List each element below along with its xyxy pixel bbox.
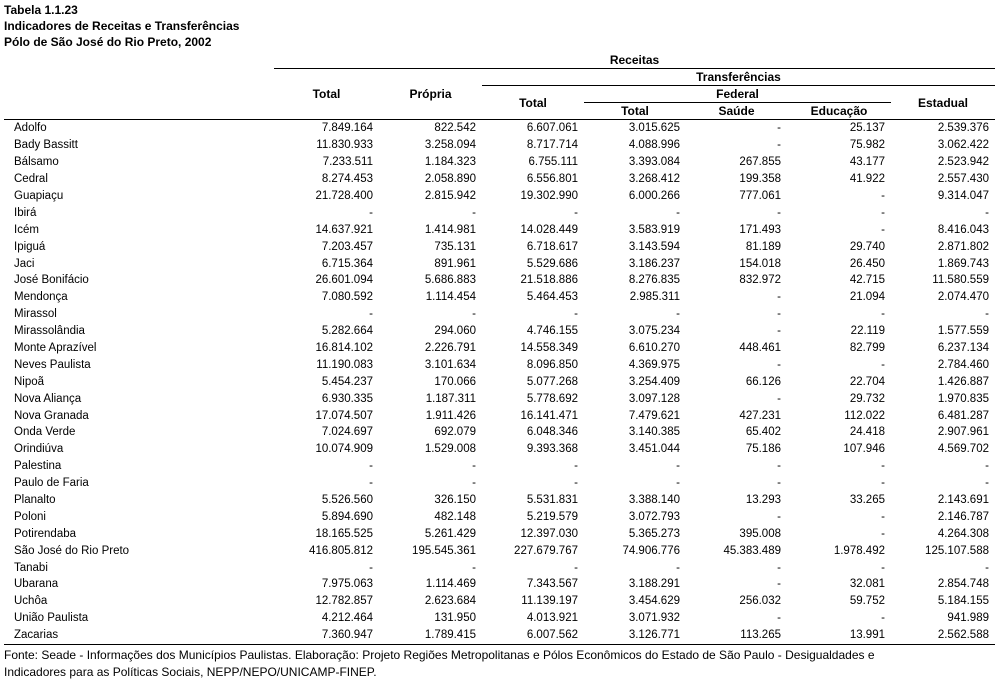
value-cell-educacao: -	[881, 190, 885, 202]
value-cell-saude: 832.972	[739, 274, 781, 287]
value-cell-fed-total: 5.365.273	[628, 527, 680, 540]
value-cell-transf-total: 5.529.686	[526, 257, 578, 270]
table-body	[4, 120, 995, 645]
value-cell-estadual: 11.580.559	[932, 274, 989, 287]
value-cell-estadual: -	[985, 206, 989, 219]
table-row	[4, 441, 995, 458]
value-cell-fed-total: 3.186.237	[628, 257, 680, 270]
municipality-cell: Palestina	[14, 460, 62, 473]
table-row	[4, 289, 995, 306]
value-cell-propria: 195.545.361	[412, 544, 476, 557]
table-row	[4, 373, 995, 390]
value-cell-propria: 891.961	[434, 257, 476, 270]
value-cell-estadual: 1.426.887	[937, 375, 989, 388]
value-cell-fed-total: 3.072.793	[628, 510, 680, 523]
value-cell-propria: -	[472, 477, 476, 490]
value-cell-saude: 81.189	[745, 240, 781, 253]
value-cell-transf-total: 6.607.061	[526, 122, 578, 135]
header-federal-total: Total	[621, 104, 649, 118]
table-row	[4, 272, 995, 289]
value-cell-fed-total: 3.097.128	[628, 392, 680, 405]
value-cell-propria: 692.079	[434, 426, 476, 439]
table-number: Tabela 1.1.23	[4, 3, 78, 17]
value-cell-educacao: 107.946	[843, 443, 885, 456]
value-cell-propria: -	[472, 206, 476, 219]
value-cell-transf-total: 14.028.449	[520, 223, 578, 236]
table-row	[4, 356, 995, 373]
value-cell-total: 10.074.909	[315, 443, 373, 456]
value-cell-estadual: 1.970.835	[937, 392, 989, 405]
municipality-cell: Icém	[14, 223, 39, 236]
value-cell-transf-total: 6.007.562	[526, 629, 578, 642]
value-cell-transf-total: 16.141.471	[520, 409, 578, 422]
value-cell-educacao: 82.799	[849, 342, 885, 355]
value-cell-saude: -	[777, 206, 781, 219]
value-cell-estadual: 2.074.470	[937, 291, 989, 304]
value-cell-transf-total: 14.558.349	[520, 342, 578, 355]
table-row	[4, 508, 995, 525]
value-cell-propria: 2.815.942	[424, 190, 476, 202]
value-cell-saude: 75.186	[745, 443, 781, 456]
municipality-cell: Poloni	[14, 510, 46, 523]
value-cell-estadual: 5.184.155	[937, 595, 989, 608]
value-cell-educacao: -	[881, 477, 885, 490]
value-cell-estadual: 2.146.787	[937, 510, 989, 523]
table-row	[4, 475, 995, 492]
value-cell-educacao: 75.982	[849, 139, 885, 152]
value-cell-educacao: -	[881, 223, 885, 236]
table-row	[4, 525, 995, 542]
value-cell-saude: -	[777, 612, 781, 625]
value-cell-total: -	[369, 308, 373, 321]
value-cell-saude: 65.402	[745, 426, 781, 439]
value-cell-propria: 822.542	[434, 122, 476, 135]
table-row	[4, 390, 995, 407]
value-cell-fed-total: 3.583.919	[628, 223, 680, 236]
value-cell-fed-total: 4.369.975	[628, 358, 680, 371]
municipality-cell: União Paulista	[14, 612, 89, 625]
municipality-cell: Mendonça	[14, 291, 68, 304]
value-cell-fed-total: -	[676, 460, 680, 473]
value-cell-propria: 1.184.323	[424, 156, 476, 169]
value-cell-total: 8.274.453	[321, 173, 373, 186]
value-cell-estadual: 2.784.460	[937, 358, 989, 371]
table-row	[4, 255, 995, 272]
table-row	[4, 576, 995, 593]
value-cell-total: 7.080.592	[321, 291, 373, 304]
value-cell-educacao: 42.715	[849, 274, 885, 287]
value-cell-estadual: 2.907.961	[937, 426, 989, 439]
municipality-cell: Adolfo	[14, 122, 47, 135]
value-cell-total: 7.203.457	[321, 240, 373, 253]
municipality-cell: Nova Aliança	[14, 392, 82, 405]
value-cell-fed-total: 4.088.996	[628, 139, 680, 152]
table-row	[4, 593, 995, 610]
table-subtitle: Pólo de São José do Rio Preto, 2002	[4, 35, 212, 49]
value-cell-educacao: -	[881, 460, 885, 473]
value-cell-total: -	[369, 206, 373, 219]
value-cell-propria: 1.789.415	[424, 629, 476, 642]
value-cell-transf-total: -	[574, 460, 578, 473]
municipality-cell: Cedral	[14, 173, 48, 186]
table-row	[4, 458, 995, 475]
header-receitas: Receitas	[274, 52, 995, 69]
value-cell-estadual: 8.416.043	[937, 223, 989, 236]
value-cell-saude: -	[777, 392, 781, 405]
value-cell-saude: 66.126	[745, 375, 781, 388]
data-table	[4, 52, 995, 645]
table-row	[4, 120, 995, 137]
value-cell-propria: 2.058.890	[424, 173, 476, 186]
value-cell-fed-total: 3.188.291	[628, 578, 680, 591]
value-cell-fed-total: 6.610.270	[628, 342, 680, 355]
value-cell-propria: 2.623.684	[424, 595, 476, 608]
municipality-cell: Planalto	[14, 494, 56, 507]
value-cell-fed-total: 3.393.084	[628, 156, 680, 169]
table-row	[4, 407, 995, 424]
value-cell-total: -	[369, 561, 373, 574]
value-cell-total: 6.930.335	[321, 392, 373, 405]
municipality-cell: Nipoã	[14, 375, 45, 388]
value-cell-educacao: -	[881, 527, 885, 540]
value-cell-total: 26.601.094	[315, 274, 373, 287]
municipality-cell: Neves Paulista	[14, 358, 91, 371]
value-cell-fed-total: 3.388.140	[628, 494, 680, 507]
value-cell-educacao: 29.732	[849, 392, 885, 405]
value-cell-total: 7.233.511	[322, 156, 373, 169]
value-cell-educacao: -	[881, 358, 885, 371]
value-cell-fed-total: 7.479.621	[628, 409, 680, 422]
value-cell-estadual: -	[985, 477, 989, 490]
value-cell-total: 5.526.560	[321, 494, 373, 507]
value-cell-transf-total: 4.013.921	[526, 612, 578, 625]
value-cell-educacao: 112.022	[844, 409, 885, 422]
municipality-cell: Tanabi	[14, 561, 48, 574]
municipality-cell: Ipiguá	[14, 240, 46, 253]
table-row	[4, 204, 995, 221]
value-cell-estadual: 9.314.047	[937, 190, 989, 202]
value-cell-total: 5.282.664	[321, 325, 373, 338]
header-estadual: Estadual	[917, 95, 968, 110]
value-cell-fed-total: 3.268.412	[628, 173, 680, 186]
value-cell-estadual: 3.062.422	[937, 139, 989, 152]
value-cell-total: 7.849.164	[321, 122, 373, 135]
value-cell-fed-total: 3.015.625	[628, 122, 680, 135]
municipality-cell: Jaci	[14, 257, 35, 270]
table-row	[4, 238, 995, 255]
value-cell-educacao: 26.450	[849, 257, 885, 270]
value-cell-transf-total: 6.556.801	[526, 173, 578, 186]
table-row	[4, 323, 995, 340]
value-cell-saude: 267.855	[739, 156, 781, 169]
value-cell-transf-total: 7.343.567	[526, 578, 578, 591]
value-cell-transf-total: 5.464.453	[526, 291, 578, 304]
value-cell-educacao: -	[881, 510, 885, 523]
source-line-1: Fonte: Seade - Informações dos Municípios Paulistas. Elaboração: Projeto Regiões Metropolitanas e Pólos Econômicos do Estado de São Paulo - Desigualdades e	[4, 648, 875, 662]
municipality-cell: Orindiúva	[14, 443, 64, 456]
municipality-cell: Mirassol	[14, 308, 57, 321]
value-cell-total: 7.024.697	[321, 426, 373, 439]
table-row	[4, 221, 995, 238]
table-row	[4, 559, 995, 576]
value-cell-propria: -	[472, 308, 476, 321]
value-cell-transf-total: -	[574, 206, 578, 219]
value-cell-transf-total: 6.048.346	[526, 426, 578, 439]
value-cell-propria: 1.114.454	[425, 291, 476, 304]
value-cell-educacao: 13.991	[849, 629, 885, 642]
value-cell-estadual: -	[985, 460, 989, 473]
value-cell-transf-total: 21.518.886	[520, 274, 578, 287]
value-cell-estadual: -	[985, 561, 989, 574]
value-cell-propria: 482.148	[434, 510, 476, 523]
value-cell-estadual: 941.989	[947, 612, 989, 625]
table-row	[4, 340, 995, 357]
table-row	[4, 171, 995, 188]
header-total: Total	[312, 87, 341, 101]
value-cell-estadual: 6.237.134	[937, 342, 989, 355]
value-cell-transf-total: 6.718.617	[526, 240, 578, 253]
value-cell-propria: 1.911.426	[425, 409, 476, 422]
municipality-cell: Onda Verde	[14, 426, 76, 439]
value-cell-educacao: 25.137	[849, 122, 885, 135]
value-cell-estadual: 2.523.942	[937, 156, 989, 169]
value-cell-propria: -	[472, 460, 476, 473]
value-cell-fed-total: 2.985.311	[629, 291, 680, 304]
header-transferencias: Transferências	[482, 69, 995, 86]
value-cell-saude: 45.383.489	[723, 544, 781, 557]
value-cell-transf-total: 9.393.368	[526, 443, 578, 456]
value-cell-total: 14.637.921	[315, 223, 373, 236]
value-cell-educacao: -	[881, 612, 885, 625]
municipality-cell: Uchôa	[14, 595, 48, 608]
value-cell-propria: 3.258.094	[424, 139, 476, 152]
municipality-cell: São José do Rio Preto	[14, 544, 130, 557]
value-cell-transf-total: 227.679.767	[514, 544, 578, 557]
value-cell-saude: 777.061	[739, 190, 781, 202]
value-cell-saude: -	[777, 561, 781, 574]
value-cell-educacao: 21.094	[849, 291, 885, 304]
value-cell-educacao: -	[881, 561, 885, 574]
value-cell-propria: 3.101.634	[424, 358, 476, 371]
table-title: Indicadores de Receitas e Transferências	[4, 19, 240, 33]
value-cell-total: 7.975.063	[321, 578, 373, 591]
value-cell-propria: 170.066	[434, 375, 476, 388]
value-cell-propria: 5.261.429	[424, 527, 476, 540]
value-cell-fed-total: 3.126.771	[628, 629, 680, 642]
header-educacao: Educação	[810, 104, 868, 118]
value-cell-transf-total: 5.077.268	[526, 375, 578, 388]
value-cell-estadual: 1.577.559	[937, 325, 989, 338]
table-row	[4, 154, 995, 171]
value-cell-saude: 13.293	[745, 494, 781, 507]
header-propria: Própria	[409, 87, 452, 101]
value-cell-total: 21.728.400	[315, 190, 373, 202]
value-cell-propria: -	[472, 561, 476, 574]
value-cell-transf-total: -	[574, 308, 578, 321]
value-cell-saude: 171.493	[739, 223, 781, 236]
value-cell-total: 18.165.525	[315, 527, 373, 540]
header-federal: Federal	[584, 86, 891, 103]
value-cell-saude: -	[777, 308, 781, 321]
value-cell-transf-total: -	[574, 561, 578, 574]
table-title-block	[4, 2, 239, 50]
municipality-cell: Monte Aprazível	[14, 342, 97, 355]
value-cell-saude: -	[777, 139, 781, 152]
value-cell-propria: 326.150	[434, 494, 476, 507]
value-cell-fed-total: 3.143.594	[628, 240, 680, 253]
municipality-cell: Potirendaba	[14, 527, 77, 540]
value-cell-fed-total: 3.254.409	[628, 375, 680, 388]
value-cell-estadual: 125.107.588	[925, 544, 989, 557]
municipality-cell: Bálsamo	[14, 156, 59, 169]
value-cell-educacao: 24.418	[849, 426, 885, 439]
value-cell-total: 5.454.237	[321, 375, 373, 388]
value-cell-fed-total: -	[676, 308, 680, 321]
value-cell-educacao: 41.922	[849, 173, 885, 186]
value-cell-educacao: -	[881, 206, 885, 219]
table-row	[4, 492, 995, 509]
value-cell-estadual: 2.562.588	[937, 629, 989, 642]
value-cell-saude: -	[777, 578, 781, 591]
value-cell-fed-total: -	[676, 561, 680, 574]
value-cell-propria: 1.529.008	[424, 443, 476, 456]
table-header	[4, 52, 995, 120]
value-cell-estadual: 4.264.308	[937, 527, 989, 540]
value-cell-transf-total: 8.096.850	[526, 358, 578, 371]
value-cell-fed-total: 6.000.266	[628, 190, 680, 202]
table-row	[4, 424, 995, 441]
value-cell-estadual: 4.569.702	[937, 443, 989, 456]
municipality-cell: Ibirá	[14, 206, 37, 219]
value-cell-saude: 154.018	[739, 257, 781, 270]
source-note	[4, 647, 994, 681]
value-cell-fed-total: -	[676, 206, 680, 219]
value-cell-educacao: -	[881, 308, 885, 321]
value-cell-total: -	[369, 460, 373, 473]
table-row	[4, 306, 995, 323]
value-cell-transf-total: 19.302.990	[520, 190, 578, 202]
value-cell-total: 4.212.464	[321, 612, 373, 625]
value-cell-transf-total: 12.397.030	[520, 527, 578, 540]
value-cell-transf-total: 5.531.831	[526, 494, 578, 507]
value-cell-propria: 294.060	[434, 325, 476, 338]
municipality-cell: José Bonifácio	[14, 274, 89, 287]
municipality-cell: Ubarana	[14, 578, 59, 591]
value-cell-transf-total: 5.778.692	[526, 392, 578, 405]
value-cell-estadual: 2.557.430	[937, 173, 989, 186]
value-cell-saude: 427.231	[739, 409, 781, 422]
value-cell-educacao: 32.081	[849, 578, 885, 591]
value-cell-educacao: 22.704	[849, 375, 885, 388]
value-cell-educacao: 29.740	[849, 240, 885, 253]
municipality-cell: Nova Granada	[14, 409, 89, 422]
value-cell-estadual: 2.143.691	[937, 494, 989, 507]
municipality-cell: Paulo de Faria	[14, 477, 89, 490]
table-row	[4, 542, 995, 559]
value-cell-estadual: 2.871.802	[937, 240, 989, 253]
municipality-cell: Mirassolândia	[14, 325, 85, 338]
value-cell-transf-total: -	[574, 477, 578, 490]
value-cell-propria: 5.686.883	[424, 274, 476, 287]
source-line-2: Indicadores para as Políticas Sociais, NEPP/NEPO/UNICAMP-FINEP.	[4, 665, 377, 679]
value-cell-fed-total: 3.454.629	[628, 595, 680, 608]
value-cell-saude: 448.461	[739, 342, 781, 355]
value-cell-total: 17.074.507	[315, 409, 373, 422]
value-cell-saude: -	[777, 325, 781, 338]
value-cell-educacao: 22.119	[850, 325, 885, 338]
value-cell-educacao: 1.978.492	[833, 544, 885, 557]
value-cell-fed-total: 3.071.932	[628, 612, 680, 625]
value-cell-propria: 2.226.791	[424, 342, 476, 355]
value-cell-estadual: 2.854.748	[937, 578, 989, 591]
value-cell-saude: 199.358	[739, 173, 781, 186]
value-cell-saude: 395.008	[739, 527, 781, 540]
value-cell-total: 5.894.690	[321, 510, 373, 523]
value-cell-estadual: 1.869.743	[937, 257, 989, 270]
value-cell-fed-total: 3.451.044	[628, 443, 680, 456]
value-cell-saude: 113.265	[740, 629, 781, 642]
table-row	[4, 610, 995, 627]
value-cell-transf-total: 6.755.111	[528, 156, 578, 169]
value-cell-estadual: 6.481.287	[937, 409, 989, 422]
value-cell-saude: -	[777, 510, 781, 523]
value-cell-saude: -	[777, 291, 781, 304]
table-row	[4, 137, 995, 154]
table-row	[4, 627, 995, 644]
value-cell-educacao: 33.265	[849, 494, 885, 507]
value-cell-total: 7.360.947	[321, 629, 373, 642]
value-cell-fed-total: 3.140.385	[628, 426, 680, 439]
municipality-cell: Guapiaçu	[14, 190, 64, 202]
value-cell-total: 11.830.933	[316, 139, 373, 152]
value-cell-transf-total: 4.746.155	[526, 325, 578, 338]
value-cell-total: 16.814.102	[315, 342, 373, 355]
value-cell-fed-total: 74.906.776	[622, 544, 680, 557]
value-cell-saude: -	[777, 122, 781, 135]
municipality-cell: Bady Bassitt	[14, 139, 78, 152]
header-transf-total: Total	[519, 95, 547, 110]
value-cell-propria: 735.131	[434, 240, 476, 253]
value-cell-saude: 256.032	[739, 595, 781, 608]
value-cell-transf-total: 8.717.714	[526, 139, 578, 152]
value-cell-transf-total: 5.219.579	[526, 510, 578, 523]
value-cell-educacao: 43.177	[849, 156, 885, 169]
value-cell-fed-total: -	[676, 477, 680, 490]
value-cell-educacao: 59.752	[849, 595, 885, 608]
value-cell-transf-total: 11.139.197	[521, 595, 578, 608]
value-cell-fed-total: 8.276.835	[628, 274, 680, 287]
value-cell-propria: 1.414.981	[424, 223, 476, 236]
table-row	[4, 188, 995, 205]
municipality-cell: Zacarias	[14, 629, 59, 642]
value-cell-propria: 1.187.311	[425, 392, 476, 405]
value-cell-estadual: 2.539.376	[937, 122, 989, 135]
value-cell-total: 12.782.857	[315, 595, 373, 608]
value-cell-saude: -	[777, 460, 781, 473]
value-cell-saude: -	[777, 358, 781, 371]
value-cell-estadual: -	[985, 308, 989, 321]
value-cell-fed-total: 3.075.234	[628, 325, 680, 338]
value-cell-total: -	[369, 477, 373, 490]
value-cell-propria: 1.114.469	[425, 578, 476, 591]
header-saude: Saúde	[718, 104, 755, 118]
value-cell-propria: 131.950	[434, 612, 476, 625]
value-cell-total: 416.805.812	[309, 544, 373, 557]
value-cell-total: 11.190.083	[316, 358, 373, 371]
value-cell-saude: -	[777, 477, 781, 490]
value-cell-total: 6.715.364	[321, 257, 373, 270]
